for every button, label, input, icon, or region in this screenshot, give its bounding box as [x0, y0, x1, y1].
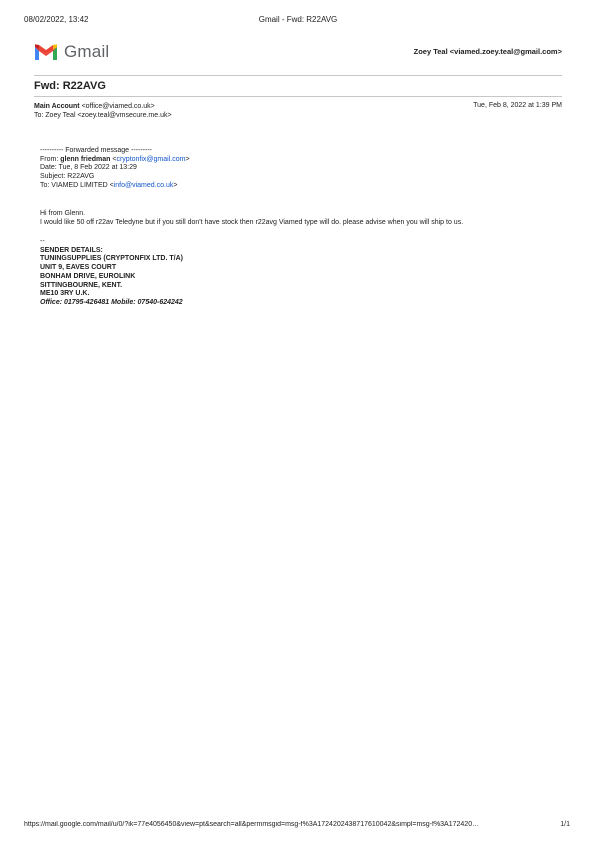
account-identity: Zoey Teal <viamed.zoey.teal@gmail.com> [413, 47, 562, 56]
forward-to-line: To: VIAMED LIMITED <info@viamed.co.uk> [40, 181, 178, 189]
message-greeting: Hi from Glenn. [40, 210, 86, 217]
signature-line: SENDER DETAILS: [40, 246, 103, 254]
signature-line: UNIT 9, EAVES COURT [40, 264, 117, 272]
forward-sender-name: glenn friedman [60, 155, 111, 163]
sender-address: <office@viamed.co.uk> [81, 103, 155, 110]
print-footer-url: https://mail.google.com/mail/u/0/?ik=77e4056450&view=pt&search=all&permmsgid=msg-f%3A1724202438717610042&simpl=msg-f%3A172420… [24, 821, 480, 828]
forward-subject-line: Subject: R22AVG [40, 173, 95, 181]
message-body [40, 210, 463, 227]
subject-divider [34, 96, 562, 97]
header-divider [34, 75, 562, 76]
signature-line: SITTINGBOURNE, KENT. [40, 281, 123, 289]
forward-recipient-email-link[interactable]: info@viamed.co.uk [113, 181, 174, 189]
recipient-line: To: Zoey Teal <zoey.teal@vmsecure.me.uk> [34, 112, 172, 119]
email-date: Tue, Feb 8, 2022 at 1:39 PM [473, 102, 562, 109]
signature-line: ME10 3RY U.K. [40, 290, 90, 298]
gmail-m-icon [34, 43, 58, 61]
signature-line: TUNINGSUPPLIES (CRYPTONFIX LTD. T/A) [40, 255, 183, 263]
signature-contact: Office: 01795-426481 Mobile: 07540-624242 [40, 298, 183, 306]
print-datetime: 08/02/2022, 13:42 [24, 15, 89, 24]
gmail-wordmark: Gmail [64, 42, 110, 61]
forward-date-line: Date: Tue, 8 Feb 2022 at 13:29 [40, 164, 137, 172]
page-number: 1/1 [560, 821, 570, 828]
message-text: I would like 50 off r22av Teledyne but if you still don't have stock then r22avg Viamed type will do. please advise when you will ship to us. [40, 218, 464, 226]
print-page-title: Gmail - Fwd: R22AVG [258, 15, 338, 24]
email-subject: Fwd: R22AVG [34, 80, 106, 92]
gmail-logo[interactable] [34, 42, 109, 62]
signature-line: BONHAM DRIVE, EUROLINK [40, 272, 136, 280]
signature-dash: -- [40, 238, 45, 245]
forward-sender-email-link[interactable]: cryptonfix@gmail.com [116, 155, 186, 163]
forwarded-header [40, 147, 190, 191]
sender-name: Main Account [34, 103, 80, 110]
forward-from-line: From: glenn friedman <cryptonfix@gmail.com> [40, 155, 190, 163]
forward-separator: ---------- Forwarded message --------- [40, 147, 152, 154]
sender-line [34, 102, 155, 111]
signature-block [40, 238, 183, 308]
